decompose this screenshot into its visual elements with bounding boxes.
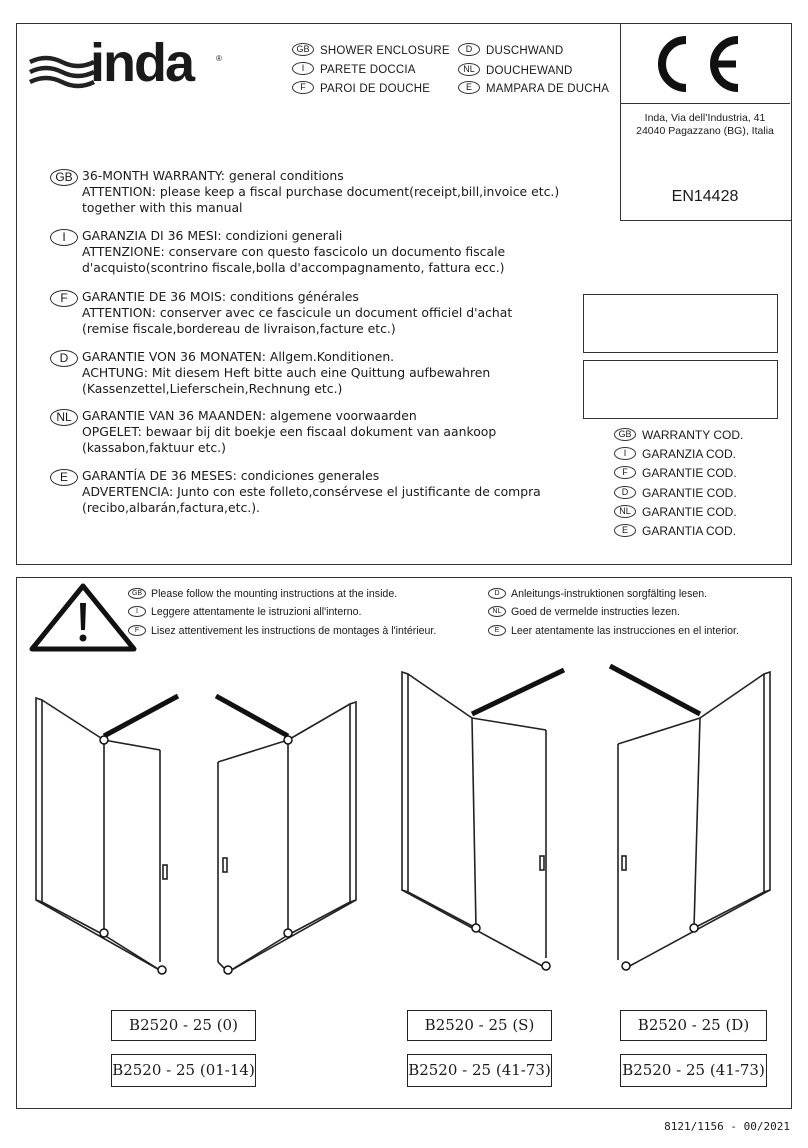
- lang-badge: E: [488, 625, 506, 636]
- lang-badge: F: [128, 625, 146, 636]
- lang-badge: F: [614, 466, 636, 479]
- warranty-code-label: GARANTIE COD.: [642, 466, 737, 480]
- brand-registered: ®: [216, 54, 222, 63]
- lang-badge: NL: [614, 505, 636, 518]
- lang-badge: D: [50, 350, 78, 367]
- instruction-text: Goed de vermelde instructies lezen.: [511, 606, 680, 618]
- brand-name: inda: [90, 33, 194, 93]
- warranty-code-label: GARANTIE COD.: [642, 486, 737, 500]
- enclosure-drawing-0: [28, 690, 218, 990]
- model-label: B2520 - 25 (0): [111, 1010, 256, 1041]
- warranty-code-label: GARANTIA COD.: [642, 524, 737, 538]
- manufacturer-address-line2: 24040 Pagazzano (BG), Italia: [636, 125, 774, 137]
- warranty-title: GARANTIE VON 36 MONATEN: Allgem.Konditionen.: [82, 349, 395, 364]
- product-title: PARETE DOCCIA: [320, 64, 416, 76]
- lang-badge: GB: [50, 169, 78, 186]
- warranty-code-row: [614, 447, 736, 461]
- instruction-text: Leggere attentamente le istruzioni all'interno.: [151, 606, 362, 618]
- lang-badge: NL: [488, 606, 506, 617]
- enclosure-drawing-2: [396, 658, 571, 978]
- lang-badge: F: [292, 81, 314, 94]
- instruction-row: [488, 588, 707, 600]
- lang-badge: GB: [292, 43, 314, 56]
- warranty-code-row: [614, 466, 737, 480]
- brand-logo: [28, 33, 228, 93]
- instruction-text: Please follow the mounting instructions at the inside.: [151, 588, 398, 600]
- standard-code: EN14428: [671, 188, 739, 205]
- model-label: B2520 - 25 (41-73): [620, 1054, 767, 1087]
- product-title: MAMPARA DE DUCHA: [486, 83, 610, 95]
- document-number: 8121/1156 - 00/2021: [664, 1120, 790, 1133]
- warranty-code-label: WARRANTY COD.: [642, 428, 744, 442]
- warranty-body: ATTENTION: please keep a fiscal purchase document(receipt,bill,invoice etc.) together with this manual: [82, 184, 560, 215]
- lang-badge: I: [614, 447, 636, 460]
- lang-badge: I: [128, 606, 146, 617]
- warranty-body: ADVERTENCIA: Junto con este folleto,consérvese el justificante de compra (recibo,albarán,factura,etc.).: [82, 484, 541, 515]
- warranty-title: GARANTIE VAN 36 MAANDEN: algemene voorwaarden: [82, 408, 417, 423]
- model-label: B2520 - 25 (41-73): [407, 1054, 552, 1087]
- waves-icon: [28, 52, 98, 92]
- lang-badge: E: [614, 524, 636, 537]
- instruction-text: Anleitungs-instruktionen sorgfälting lesen.: [511, 588, 708, 600]
- instruction-row: [128, 588, 397, 600]
- instruction-text: Lisez attentivement les instructions de montages à l'intérieur.: [151, 625, 437, 637]
- ce-divider: [620, 103, 790, 104]
- ce-mark-icon: [640, 34, 750, 94]
- warranty-title: GARANTÍA DE 36 MESES: condiciones generales: [82, 468, 380, 483]
- lang-badge: F: [50, 290, 78, 307]
- lang-badge: I: [292, 62, 314, 75]
- lang-badge: NL: [458, 63, 480, 76]
- enclosure-drawing-1: [196, 690, 366, 990]
- warranty-code-row: [614, 505, 737, 519]
- lang-badge: I: [50, 229, 78, 246]
- warranty-body: ATTENTION: conserver avec ce fascicule un document officiel d'achat (remise fiscale,bordereau de livraison,facture etc.): [82, 305, 513, 336]
- product-title: DOUCHEWAND: [486, 65, 573, 77]
- model-label: B2520 - 25 (D): [620, 1010, 767, 1041]
- lang-badge: GB: [128, 588, 146, 599]
- product-title: SHOWER ENCLOSURE: [320, 45, 450, 57]
- instruction-row: [128, 606, 362, 618]
- warranty-body: ATTENZIONE: conservare con questo fascicolo un documento fiscale d'acquisto(scontrino fiscale,bolla d'accompagnamento, fattura ecc.): [82, 244, 506, 275]
- warranty-code-label: GARANZIA COD.: [642, 447, 737, 461]
- lang-badge: E: [458, 81, 480, 94]
- instruction-row: [488, 625, 739, 637]
- warning-triangle-icon: [28, 583, 138, 653]
- warranty-body: ACHTUNG: Mit diesem Heft bitte auch eine Quittung aufbewahren (Kassenzettel,Lieferschein,Rechnung etc.): [82, 365, 491, 396]
- product-title: DUSCHWAND: [486, 45, 564, 57]
- warranty-title: 36-MONTH WARRANTY: general conditions: [82, 168, 344, 183]
- lang-badge: D: [614, 486, 636, 499]
- warranty-code-field[interactable]: [583, 294, 778, 353]
- lang-badge: NL: [50, 409, 78, 426]
- warranty-code-label: GARANTIE COD.: [642, 505, 737, 519]
- warranty-date-field[interactable]: [583, 360, 778, 419]
- warranty-code-row: [614, 524, 736, 538]
- warranty-title: GARANZIA DI 36 MESI: condizioni generali: [82, 228, 343, 243]
- model-label: B2520 - 25 (S): [407, 1010, 552, 1041]
- lang-badge: GB: [614, 428, 636, 441]
- product-title-list: [292, 41, 622, 101]
- warranty-title: GARANTIE DE 36 MOIS: conditions générales: [82, 289, 359, 304]
- warranty-body: OPGELET: bewaar bij dit boekje een fiscaal dokument van aankoop (kassabon,faktuur etc.): [82, 424, 497, 455]
- instruction-text: Leer atentamente las instrucciones en el interior.: [511, 625, 739, 637]
- lang-badge: E: [50, 469, 78, 486]
- model-label: B2520 - 25 (01-14): [111, 1054, 256, 1087]
- product-title: PAROI DE DOUCHE: [320, 83, 431, 95]
- warranty-code-row: [614, 486, 737, 500]
- enclosure-drawing-3: [604, 658, 779, 978]
- manufacturer-address-line1: Inda, Via dell’Industria, 41: [644, 112, 766, 124]
- instruction-row: [128, 625, 436, 637]
- instruction-row: [488, 606, 680, 618]
- lang-badge: D: [458, 43, 480, 56]
- lang-badge: D: [488, 588, 506, 599]
- warranty-code-row: [614, 428, 743, 442]
